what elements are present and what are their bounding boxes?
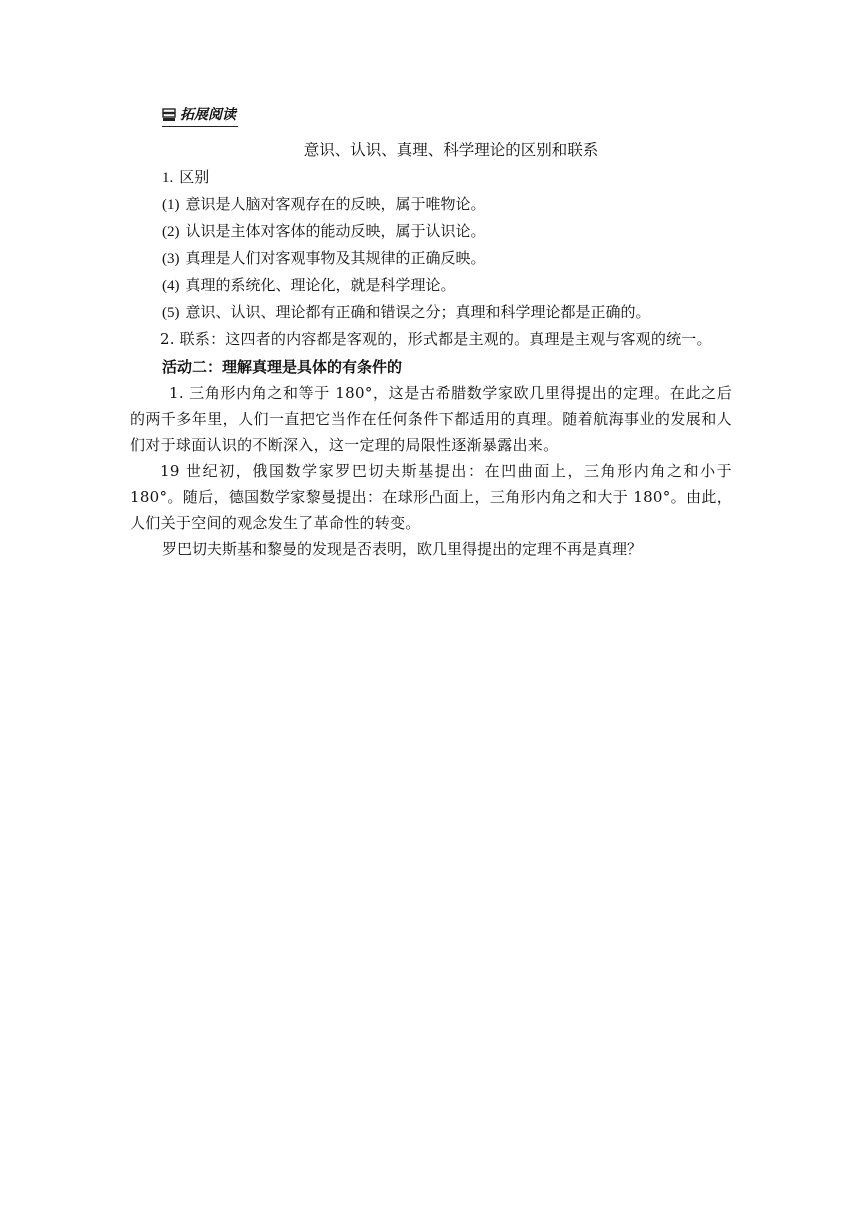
activity-question: 罗巴切夫斯基和黎曼的发现是否表明，欧几里得提出的定理不再是真理？ — [162, 540, 643, 558]
item-text: 意识是人脑对客观存在的反映，属于唯物论。 — [185, 195, 486, 213]
item-number: (1) — [162, 197, 180, 213]
book-stack-icon — [162, 108, 176, 122]
item-text: 真理是人们对客观事物及其规律的正确反映。 — [185, 249, 486, 267]
activity-title: 活动二：理解真理是具体的有条件的 — [162, 358, 403, 376]
tag-label: 拓展阅读 — [180, 107, 236, 123]
item-number: (5) — [162, 305, 180, 321]
content-area — [130, 104, 732, 562]
list-item — [130, 218, 732, 245]
item-number: (2) — [162, 224, 180, 240]
list-item — [130, 272, 732, 299]
section1-label: 区别 — [179, 168, 210, 186]
list-item — [130, 299, 732, 326]
activity-paragraph: 1. 三角形内角之和等于 180°，这是古希腊数学家欧几里得提出的定理。在此之后的两千多年里，人们一直把它当作在任何条件下都适用的真理。随着航海事业的发展和人们对于球面认识的不断深入，这一定理的局限性逐渐暴露出来。 — [130, 384, 732, 454]
section1-heading — [130, 164, 732, 191]
activity-paragraph: 19 世纪初，俄国数学家罗巴切夫斯基提出：在凹曲面上，三角形内角之和小于 180°。随后，德国数学家黎曼提出：在球形凸面上，三角形内角之和大于 180°。由此，人们关于空间的观念发生了革命性的转变。 — [130, 462, 732, 532]
extended-reading-tag — [162, 104, 238, 127]
item-number: (3) — [162, 251, 180, 267]
section1-number: 1. — [162, 170, 174, 186]
section2-paragraph: 2. 联系：这四者的内容都是客观的，形式都是主观的。真理是主观与客观的统一。 — [160, 330, 712, 348]
list-item — [130, 191, 732, 218]
item-text: 真理的系统化、理论化，就是科学理论。 — [185, 276, 456, 294]
item-number: (4) — [162, 278, 180, 294]
list-item — [130, 245, 732, 272]
item-text: 意识、认识、理论都有正确和错误之分；真理和科学理论都是正确的。 — [185, 303, 651, 321]
item-text: 认识是主体对客体的能动反映，属于认识论。 — [185, 222, 486, 240]
reading-title: 意识、认识、真理、科学理论的区别和联系 — [303, 141, 599, 159]
